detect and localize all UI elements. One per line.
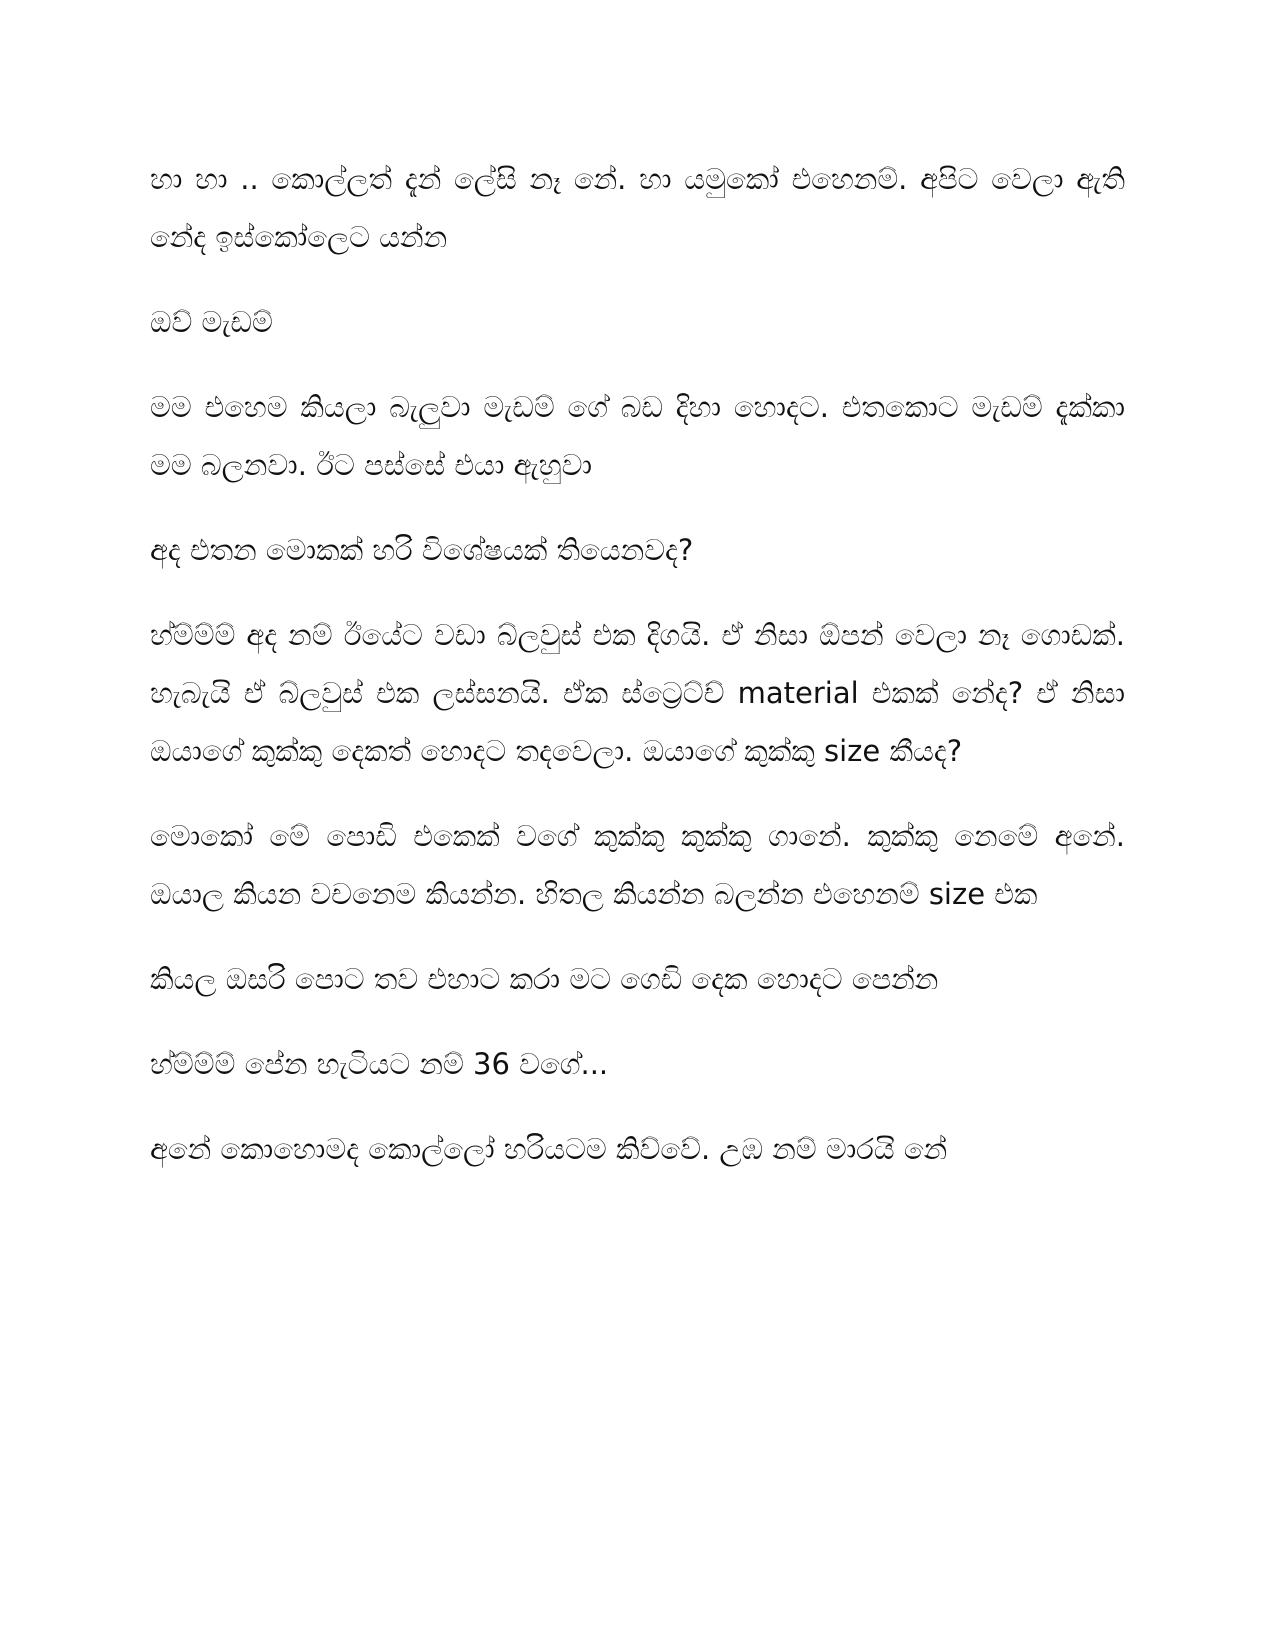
story-paragraph: කියල ඔසරි පොට තව එහාට කරා මට ගෙඩි දෙක හොදට පෙන්න — [150, 962, 939, 996]
story-text-body — [150, 150, 1125, 1205]
story-paragraph: මොකෝ මේ පොඩි එකෙක් වගේ කුක්කු කුක්කු ගානේ. කුක්කු නෙමේ අනේ. ඔයාල කියන වචනෙම කියන්න. හිතල කියන්න බලන්න එහෙනම් size එක — [150, 819, 1125, 911]
story-paragraph: හ්ම්ම්ම් අද නම් ඊයේට වඩා බ්ලවුස් එක දිගයි. ඒ නිසා ඕපන් වෙලා නෑ ගොඩක්. හැබැයි ඒ බ්ලවුස් එක ලස්සනයි. ඒක ස්ට්‍රෙට්ච් material එකක් නේද? ඒ නිසා ඔයාගේ කුක්කු දෙකත් හොදට තදවෙලා. ඔයාගේ කුක්කු size කීයද? — [150, 618, 1125, 768]
story-paragraph: හ්ම්ම්ම් පේන හැටියට නම් 36 වගේ... — [150, 1047, 609, 1081]
story-paragraph: අනේ කොහොමද කොල්ලෝ හරියටම කිව්වේ. උඹ නම් මාරයි නේ — [150, 1132, 948, 1166]
story-paragraph: හා හා .. කොල්ලත් දැන් ලේසි නෑ නේ. හා යමුකෝ එහෙනම්. අපිට වෙලා ඇති නේද ඉස්කෝලෙට යන්න — [150, 162, 1125, 254]
story-paragraph: අද එතන මොකක් හරි විශේෂයක් තියෙනවද? — [150, 533, 694, 567]
story-paragraph: ඔව් මැඩම් — [150, 305, 273, 339]
story-paragraph: මම එහෙම කියලා බැලුවා මැඩම් ගේ බඩ දිහා හොදට. එතකොට මැඩම් දැක්කා මම බලනවා. ඊට පස්සේ එයා ඇහුවා — [150, 390, 1125, 482]
